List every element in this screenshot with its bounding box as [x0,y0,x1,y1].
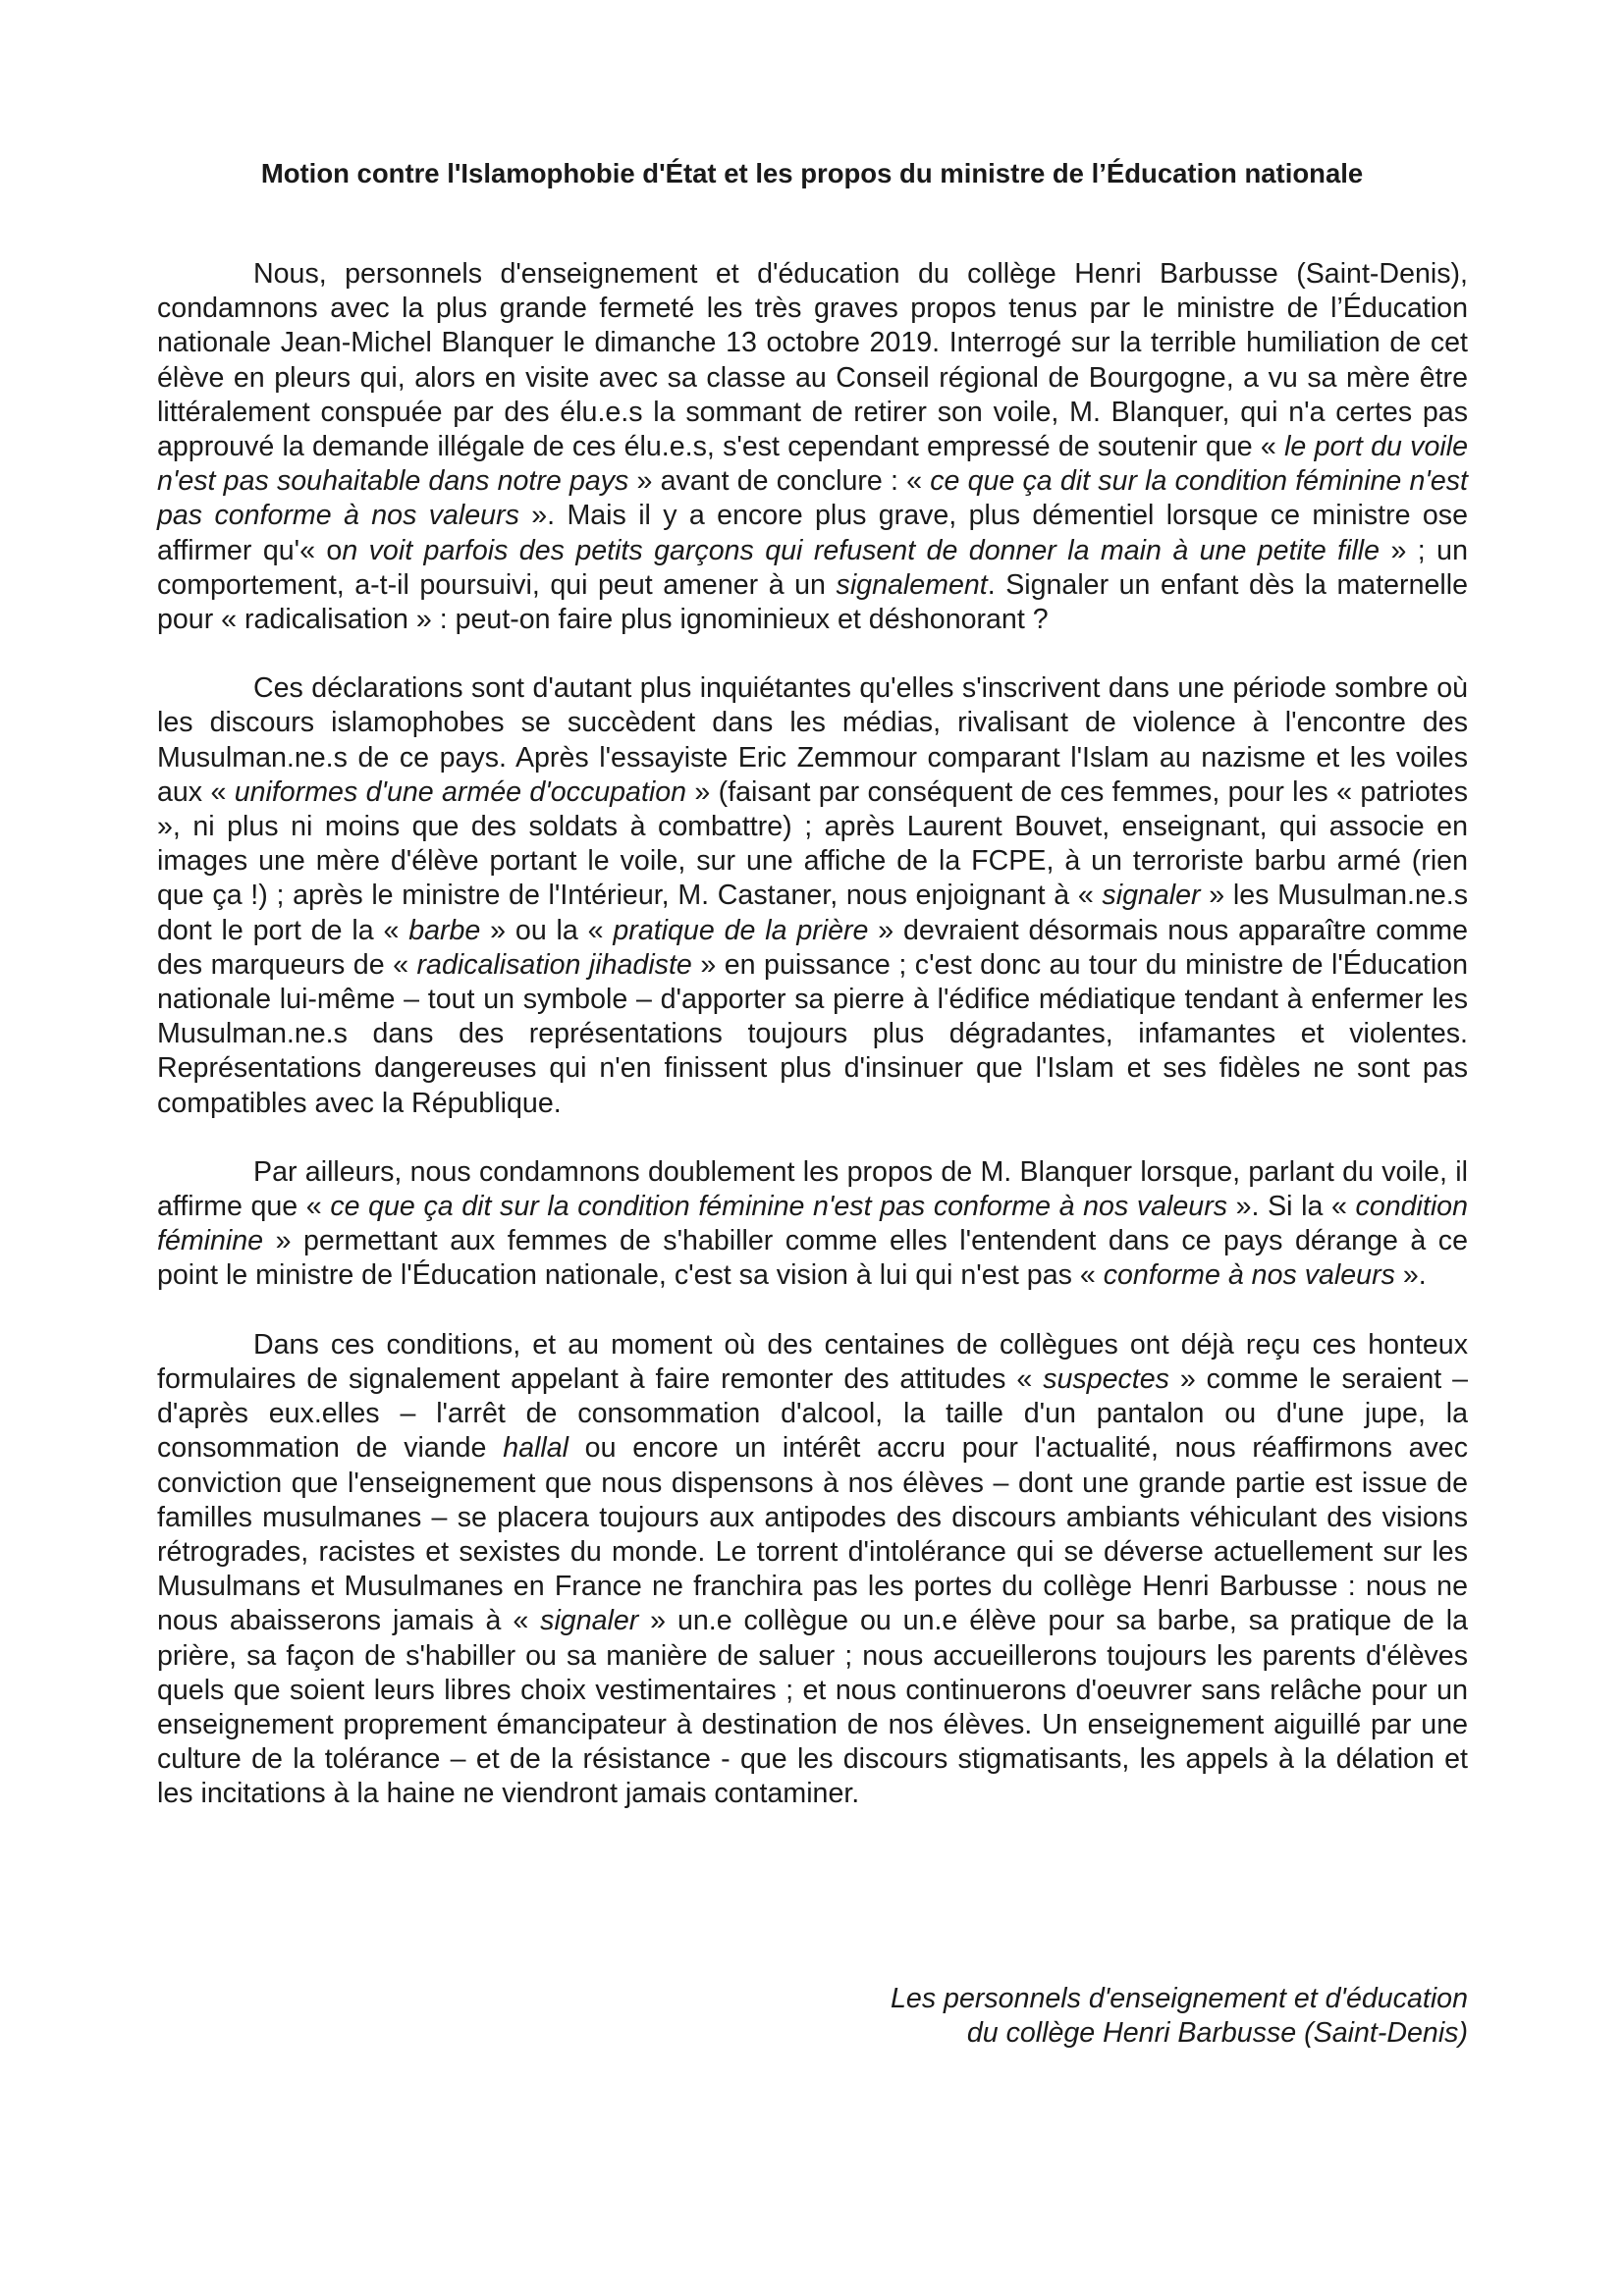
text-run: » en puissance ; c'est donc au tour du ministre de l'Éducation nationale lui-même – tout un symbole – d'apporter sa pierre à l'édifice médiatique tendant à enfermer les Musulman.ne.s dans des représentations toujours plus dégradantes, infamantes et violentes. Représentations dangereuses qui n'en finissent plus d'insinuer que l'Islam et ses fidèles ne sont pas compatibles avec la République. [157,948,1468,1119]
text-run: » devraient désormais nous apparaître comme des marqueurs de « [157,914,1469,981]
italic-quote: condition féminine [157,1191,1468,1257]
text-run: Par ailleurs, nous condamnons doublement les propos de M. Blanquer lorsque, parlant du voile, il affirme que « [157,1155,1468,1223]
signature-line-1: Les personnels d'enseignement et d'éducation [891,1983,1468,2014]
document-title: Motion contre l'Islamophobie d'État et les propos du ministre de l’Éducation nationale [260,158,1364,188]
italic-quote: ce que ça dit sur la condition féminine n'est pas conforme à nos valeurs [157,465,1468,532]
italic-quote: radicalisation jihadiste [416,948,692,981]
italic-quote: signaler [1102,880,1201,912]
text-run: » un.e collègue ou un.e élève pour sa barbe, sa pratique de la prière, sa façon de s'habiller ou sa manière de saluer ; nous accueillerons toujours les parents d'élèves quels que soient leurs libres choix vestimentaires ; et nous continuerons d'oeuvrer sans relâche pour un enseignement proprement émancipateur à destination de nos élèves. Un enseignement aiguillé par une culture de la tolérance – et de la résistance - que les discours stigmatisants, les appels à la délation et les incitations à la haine ne viendront jamais contaminer. [157,1605,1468,1810]
italic-quote: pratique de la prière [613,914,869,946]
body-paragraph [157,257,1468,637]
text-run: Dans ces conditions, et au moment où des centaines de collègues ont déjà reçu ces honteux formulaires de signalement appelant à faire remonter des attitudes « [157,1328,1468,1395]
text-run: » ; un comportement, a-t-il poursuivi, qui peut amener à un [157,534,1468,601]
body-paragraph [157,671,1468,1121]
italic-quote: suspectes [1043,1362,1169,1395]
text-run: Ces déclarations sont d'autant plus inquiétantes qu'elles s'inscrivent dans une période sombre où les discours islamophobes se succèdent dans les médias, rivalisant de violence à l'encontre des Musulman.ne.s de ce pays. Après l'essayiste Eric Zemmour comparant l'Islam au nazisme et les voiles aux « [157,672,1468,808]
text-run: ». Mais il y a encore plus grave, plus démentiel lorsque ce ministre ose affirmer qu'« o [157,500,1468,566]
text-run: ou encore un intérêt accru pour l'actualité, nous réaffirmons avec conviction que l'enseignement que nous dispensons à nos élèves – dont une grande partie est issue de familles musulmanes – se placera toujours aux antipodes des discours ambiants véhiculant des visions rétrogrades, racistes et sexistes du monde. Le torrent d'intolérance qui se déverse actuellement sur les Musulmans et Musulmanes en France ne franchira pas les portes du collège Henri Barbusse : nous ne nous abaisserons jamais à « [157,1432,1468,1637]
italic-quote: n voit parfois des petits garçons qui refusent de donner la main à une petite fille [342,534,1380,566]
text-run: . Signaler un enfant dès la maternelle pour « radicalisation » : peut-on faire plus ignominieux et déshonorant ? [157,568,1468,636]
document-body [157,257,1468,1812]
body-paragraph [157,1155,1468,1294]
text-run: » comme le seraient – d'après eux.elles – l'arrêt de consommation d'alcool, la taille d'un pantalon ou d'une jupe, la consommation de viande [157,1362,1468,1465]
italic-quote: signaler [540,1605,639,1637]
italic-quote: le port du voile n'est pas souhaitable dans notre pays [157,431,1468,498]
italic-quote: barbe [408,914,481,946]
text-run: » les Musulman.ne.s dont le port de la « [157,880,1468,946]
text-run: » ou la « [480,914,614,946]
body-paragraph [157,1328,1468,1812]
text-run: Nous, personnels d'enseignement et d'éducation du collège Henri Barbusse (Saint-Denis), condamnons avec la plus grande fermeté les très graves propos tenus par le ministre de l’Éducation nationale Jean-Michel Blanquer le dimanche 13 octobre 2019. Interrogé sur la terrible humiliation de cet élève en pleurs qui, alors en visite avec sa classe au Conseil régional de Bourgogne, a vu sa mère être littéralement conspuée par des élu.e.s la sommant de retirer son voile, M. Blanquer, qui n'a certes pas approuvé la demande illégale de ces élu.e.s, s'est cependant empressé de soutenir que « [157,258,1468,463]
signature-line-2: du collège Henri Barbusse (Saint-Denis) [966,2017,1468,2050]
italic-quote: uniformes d'une armée d'occupation [234,775,687,808]
text-run: » avant de conclure : « [628,465,931,498]
italic-quote: hallal [503,1432,568,1465]
text-run: ». Si la « [1227,1191,1356,1223]
text-run: ». [1394,1259,1427,1292]
italic-quote: conforme à nos valeurs [1103,1259,1395,1292]
text-run: » permettant aux femmes de s'habiller comme elles l'entendent dans ce pays dérange à ce point le ministre de l'Éducation nationale, c'est sa vision à lui qui n'est pas « [157,1225,1468,1292]
text-run: » (faisant par conséquent de ces femmes, pour les « patriotes », ni plus ni moins que des soldats à combattre) ; après Laurent Bouvet, enseignant, qui associe en images une mère d'élève portant le voile, sur une affiche de la FCPE, à un terroriste barbu armé (rien que ça !) ; après le ministre de l'Intérieur, M. Castaner, nous enjoignant à « [157,775,1468,912]
signature-block [891,1982,1468,2051]
italic-quote: ce que ça dit sur la condition féminine n'est pas conforme à nos valeurs [330,1191,1228,1223]
italic-quote: signalement [836,568,988,601]
